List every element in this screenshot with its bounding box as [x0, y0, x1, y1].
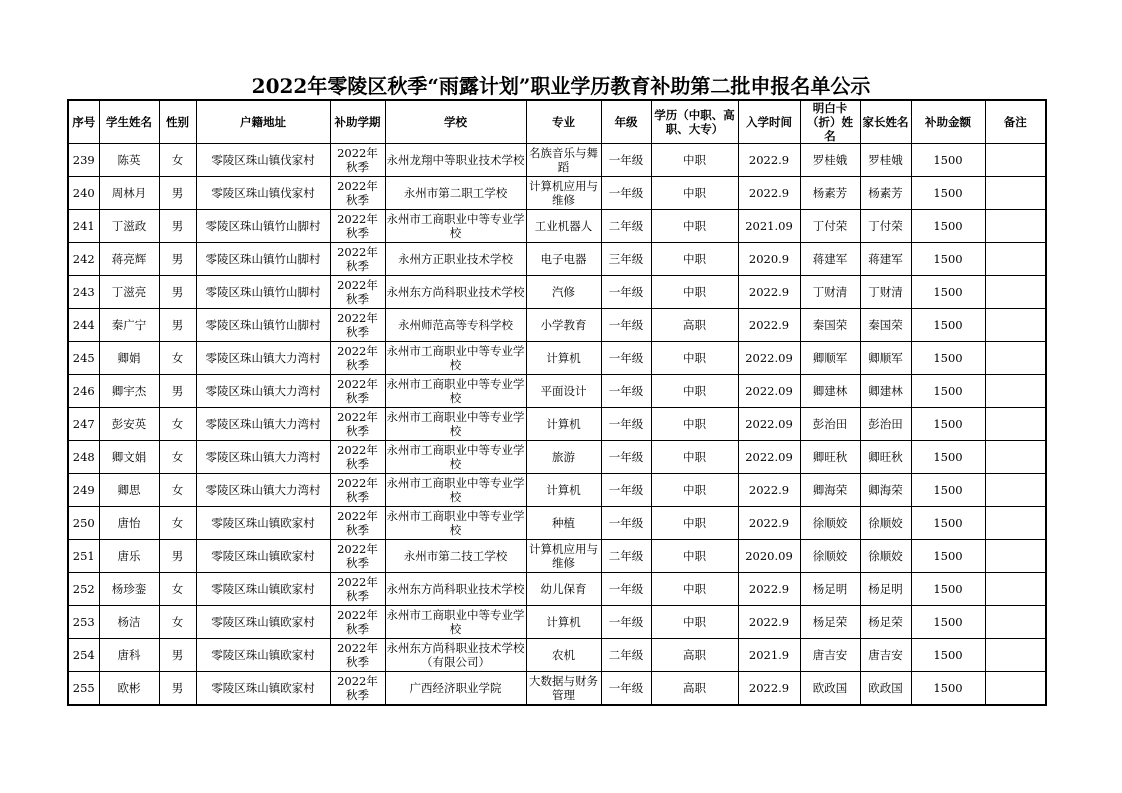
- cell-parent-name: 秦国荣: [860, 309, 911, 342]
- cell-address: 零陵区珠山镇竹山脚村: [196, 210, 330, 243]
- cell-amount: 1500: [911, 441, 985, 474]
- cell-card-name: 卿旺秋: [800, 441, 860, 474]
- cell-major: 名族音乐与舞蹈: [526, 144, 601, 177]
- table-row: [68, 177, 1046, 210]
- cell-enrollment-date: 2020.09: [738, 540, 800, 573]
- cell-index: 255: [68, 672, 99, 705]
- cell-index: 253: [68, 606, 99, 639]
- table-row: [68, 507, 1046, 540]
- cell-card-name: 卿海荣: [800, 474, 860, 507]
- cell-gender: 男: [159, 639, 196, 672]
- cell-term: 2022年秋季: [330, 606, 385, 639]
- cell-card-name: 卿顺军: [800, 342, 860, 375]
- cell-grade: 一年级: [601, 507, 651, 540]
- cell-school: 广西经济职业学院: [385, 672, 526, 705]
- cell-parent-name: 杨足明: [860, 573, 911, 606]
- cell-amount: 1500: [911, 672, 985, 705]
- cell-school: 永州东方尚科职业技术学校（有限公司）: [385, 639, 526, 672]
- header-major: 专业: [526, 100, 601, 144]
- cell-remarks: [985, 342, 1046, 375]
- cell-index: 250: [68, 507, 99, 540]
- cell-education-level: 高职: [651, 672, 738, 705]
- cell-address: 零陵区珠山镇伐家村: [196, 144, 330, 177]
- cell-gender: 女: [159, 441, 196, 474]
- cell-index: 242: [68, 243, 99, 276]
- cell-address: 零陵区珠山镇大力湾村: [196, 342, 330, 375]
- cell-address: 零陵区珠山镇欧家村: [196, 639, 330, 672]
- cell-amount: 1500: [911, 375, 985, 408]
- cell-amount: 1500: [911, 144, 985, 177]
- cell-enrollment-date: 2022.09: [738, 441, 800, 474]
- cell-major: 计算机应用与维修: [526, 540, 601, 573]
- cell-enrollment-date: 2021.09: [738, 210, 800, 243]
- cell-remarks: [985, 144, 1046, 177]
- cell-address: 零陵区珠山镇欧家村: [196, 540, 330, 573]
- cell-major: 计算机: [526, 606, 601, 639]
- cell-school: 永州龙翔中等职业技术学校: [385, 144, 526, 177]
- cell-parent-name: 徐顺姣: [860, 507, 911, 540]
- cell-grade: 二年级: [601, 639, 651, 672]
- cell-index: 240: [68, 177, 99, 210]
- cell-term: 2022年秋季: [330, 342, 385, 375]
- cell-enrollment-date: 2022.09: [738, 375, 800, 408]
- cell-gender: 男: [159, 243, 196, 276]
- cell-parent-name: 蒋建军: [860, 243, 911, 276]
- cell-student-name: 周林月: [99, 177, 159, 210]
- cell-card-name: 杨素芳: [800, 177, 860, 210]
- cell-grade: 一年级: [601, 573, 651, 606]
- cell-gender: 女: [159, 474, 196, 507]
- cell-address: 零陵区珠山镇欧家村: [196, 606, 330, 639]
- cell-address: 零陵区珠山镇竹山脚村: [196, 309, 330, 342]
- cell-major: 工业机器人: [526, 210, 601, 243]
- cell-gender: 女: [159, 606, 196, 639]
- cell-parent-name: 罗桂娥: [860, 144, 911, 177]
- cell-grade: 一年级: [601, 177, 651, 210]
- cell-enrollment-date: 2022.09: [738, 408, 800, 441]
- cell-index: 246: [68, 375, 99, 408]
- cell-gender: 女: [159, 144, 196, 177]
- cell-term: 2022年秋季: [330, 243, 385, 276]
- cell-remarks: [985, 672, 1046, 705]
- cell-term: 2022年秋季: [330, 375, 385, 408]
- cell-school: 永州市第二技工学校: [385, 540, 526, 573]
- cell-term: 2022年秋季: [330, 210, 385, 243]
- cell-term: 2022年秋季: [330, 474, 385, 507]
- cell-index: 251: [68, 540, 99, 573]
- cell-education-level: 中职: [651, 606, 738, 639]
- cell-amount: 1500: [911, 540, 985, 573]
- cell-gender: 男: [159, 177, 196, 210]
- cell-amount: 1500: [911, 276, 985, 309]
- cell-parent-name: 徐顺姣: [860, 540, 911, 573]
- cell-school: 永州东方尚科职业技术学校: [385, 573, 526, 606]
- cell-index: 239: [68, 144, 99, 177]
- cell-grade: 一年级: [601, 408, 651, 441]
- cell-school: 永州师范高等专科学校: [385, 309, 526, 342]
- cell-school: 永州市工商职业中等专业学校: [385, 408, 526, 441]
- cell-card-name: 罗桂娥: [800, 144, 860, 177]
- table-row: [68, 210, 1046, 243]
- cell-education-level: 中职: [651, 441, 738, 474]
- cell-address: 零陵区珠山镇欧家村: [196, 672, 330, 705]
- cell-index: 247: [68, 408, 99, 441]
- cell-student-name: 杨珍銮: [99, 573, 159, 606]
- cell-grade: 二年级: [601, 210, 651, 243]
- cell-remarks: [985, 243, 1046, 276]
- cell-gender: 男: [159, 276, 196, 309]
- cell-address: 零陵区珠山镇欧家村: [196, 507, 330, 540]
- cell-parent-name: 欧政国: [860, 672, 911, 705]
- header-term: 补助学期: [330, 100, 385, 144]
- header-student-name: 学生姓名: [99, 100, 159, 144]
- cell-education-level: 中职: [651, 375, 738, 408]
- cell-term: 2022年秋季: [330, 672, 385, 705]
- cell-amount: 1500: [911, 177, 985, 210]
- cell-parent-name: 杨素芳: [860, 177, 911, 210]
- cell-address: 零陵区珠山镇伐家村: [196, 177, 330, 210]
- cell-school: 永州市第二职工学校: [385, 177, 526, 210]
- cell-parent-name: 杨足荣: [860, 606, 911, 639]
- cell-major: 大数据与财务管理: [526, 672, 601, 705]
- cell-major: 种植: [526, 507, 601, 540]
- cell-student-name: 卿娟: [99, 342, 159, 375]
- cell-parent-name: 丁财清: [860, 276, 911, 309]
- cell-enrollment-date: 2022.9: [738, 177, 800, 210]
- cell-term: 2022年秋季: [330, 573, 385, 606]
- header-school: 学校: [385, 100, 526, 144]
- cell-parent-name: 卿顺军: [860, 342, 911, 375]
- cell-parent-name: 卿旺秋: [860, 441, 911, 474]
- cell-gender: 女: [159, 408, 196, 441]
- cell-education-level: 中职: [651, 474, 738, 507]
- table-row: [68, 408, 1046, 441]
- table-row: [68, 342, 1046, 375]
- cell-enrollment-date: 2022.9: [738, 276, 800, 309]
- cell-student-name: 唐怡: [99, 507, 159, 540]
- cell-enrollment-date: 2022.9: [738, 144, 800, 177]
- cell-remarks: [985, 177, 1046, 210]
- header-index: 序号: [68, 100, 99, 144]
- cell-grade: 一年级: [601, 375, 651, 408]
- cell-parent-name: 彭治田: [860, 408, 911, 441]
- cell-remarks: [985, 540, 1046, 573]
- cell-term: 2022年秋季: [330, 144, 385, 177]
- cell-major: 农机: [526, 639, 601, 672]
- cell-student-name: 杨洁: [99, 606, 159, 639]
- cell-remarks: [985, 309, 1046, 342]
- cell-term: 2022年秋季: [330, 408, 385, 441]
- cell-gender: 男: [159, 375, 196, 408]
- cell-education-level: 中职: [651, 342, 738, 375]
- cell-education-level: 中职: [651, 573, 738, 606]
- cell-grade: 一年级: [601, 342, 651, 375]
- cell-card-name: 徐顺姣: [800, 540, 860, 573]
- cell-amount: 1500: [911, 474, 985, 507]
- cell-amount: 1500: [911, 408, 985, 441]
- cell-grade: 一年级: [601, 474, 651, 507]
- cell-education-level: 中职: [651, 408, 738, 441]
- table-row: [68, 639, 1046, 672]
- cell-student-name: 欧彬: [99, 672, 159, 705]
- cell-term: 2022年秋季: [330, 540, 385, 573]
- cell-student-name: 唐科: [99, 639, 159, 672]
- cell-gender: 女: [159, 573, 196, 606]
- cell-index: 254: [68, 639, 99, 672]
- header-education-level: 学历（中职、高职、大专）: [651, 100, 738, 144]
- cell-student-name: 唐乐: [99, 540, 159, 573]
- cell-school: 永州市工商职业中等专业学校: [385, 210, 526, 243]
- cell-card-name: 杨足明: [800, 573, 860, 606]
- cell-enrollment-date: 2022.9: [738, 507, 800, 540]
- cell-school: 永州市工商职业中等专业学校: [385, 474, 526, 507]
- cell-card-name: 徐顺姣: [800, 507, 860, 540]
- cell-gender: 女: [159, 342, 196, 375]
- cell-remarks: [985, 210, 1046, 243]
- cell-grade: 一年级: [601, 606, 651, 639]
- cell-student-name: 卿文娟: [99, 441, 159, 474]
- cell-major: 小学教育: [526, 309, 601, 342]
- table-row: [68, 144, 1046, 177]
- cell-school: 永州市工商职业中等专业学校: [385, 441, 526, 474]
- cell-card-name: 丁财清: [800, 276, 860, 309]
- cell-gender: 女: [159, 507, 196, 540]
- cell-education-level: 中职: [651, 507, 738, 540]
- cell-education-level: 高职: [651, 639, 738, 672]
- table-row: [68, 606, 1046, 639]
- table-row: [68, 309, 1046, 342]
- cell-remarks: [985, 276, 1046, 309]
- cell-education-level: 中职: [651, 243, 738, 276]
- cell-major: 计算机: [526, 474, 601, 507]
- table-row: [68, 375, 1046, 408]
- header-card-name: 明白卡（折）姓名: [800, 100, 860, 144]
- cell-term: 2022年秋季: [330, 441, 385, 474]
- cell-grade: 二年级: [601, 540, 651, 573]
- cell-amount: 1500: [911, 342, 985, 375]
- cell-student-name: 丁滋政: [99, 210, 159, 243]
- cell-index: 248: [68, 441, 99, 474]
- cell-index: 244: [68, 309, 99, 342]
- cell-amount: 1500: [911, 507, 985, 540]
- cell-major: 旅游: [526, 441, 601, 474]
- cell-term: 2022年秋季: [330, 177, 385, 210]
- roster-table: [67, 99, 1047, 706]
- cell-remarks: [985, 408, 1046, 441]
- cell-enrollment-date: 2020.9: [738, 243, 800, 276]
- cell-term: 2022年秋季: [330, 639, 385, 672]
- cell-enrollment-date: 2021.9: [738, 639, 800, 672]
- cell-amount: 1500: [911, 606, 985, 639]
- cell-term: 2022年秋季: [330, 309, 385, 342]
- cell-education-level: 中职: [651, 276, 738, 309]
- cell-enrollment-date: 2022.9: [738, 309, 800, 342]
- cell-remarks: [985, 606, 1046, 639]
- cell-index: 249: [68, 474, 99, 507]
- header-grade: 年级: [601, 100, 651, 144]
- cell-major: 计算机应用与维修: [526, 177, 601, 210]
- cell-remarks: [985, 474, 1046, 507]
- cell-education-level: 中职: [651, 540, 738, 573]
- cell-major: 计算机: [526, 408, 601, 441]
- page-title: 2022年零陵区秋季“雨露计划”职业学历教育补助第二批申报名单公示: [251, 74, 871, 98]
- cell-address: 零陵区珠山镇竹山脚村: [196, 276, 330, 309]
- cell-gender: 男: [159, 540, 196, 573]
- cell-student-name: 丁滋亮: [99, 276, 159, 309]
- header-parent-name: 家长姓名: [860, 100, 911, 144]
- header-enrollment-date: 入学时间: [738, 100, 800, 144]
- table-row: [68, 672, 1046, 705]
- cell-school: 永州市工商职业中等专业学校: [385, 375, 526, 408]
- cell-school: 永州东方尚科职业技术学校: [385, 276, 526, 309]
- cell-enrollment-date: 2022.9: [738, 573, 800, 606]
- cell-school: 永州市工商职业中等专业学校: [385, 507, 526, 540]
- cell-index: 252: [68, 573, 99, 606]
- cell-parent-name: 卿海荣: [860, 474, 911, 507]
- cell-major: 计算机: [526, 342, 601, 375]
- cell-parent-name: 丁付荣: [860, 210, 911, 243]
- cell-card-name: 杨足荣: [800, 606, 860, 639]
- cell-education-level: 中职: [651, 177, 738, 210]
- cell-card-name: 蒋建军: [800, 243, 860, 276]
- cell-remarks: [985, 639, 1046, 672]
- cell-address: 零陵区珠山镇大力湾村: [196, 375, 330, 408]
- cell-address: 零陵区珠山镇大力湾村: [196, 474, 330, 507]
- table-row: [68, 441, 1046, 474]
- cell-major: 平面设计: [526, 375, 601, 408]
- cell-grade: 一年级: [601, 672, 651, 705]
- cell-gender: 男: [159, 210, 196, 243]
- cell-enrollment-date: 2022.9: [738, 672, 800, 705]
- cell-enrollment-date: 2022.09: [738, 342, 800, 375]
- cell-gender: 男: [159, 672, 196, 705]
- cell-card-name: 秦国荣: [800, 309, 860, 342]
- cell-amount: 1500: [911, 210, 985, 243]
- header-amount: 补助金额: [911, 100, 985, 144]
- cell-card-name: 彭治田: [800, 408, 860, 441]
- cell-index: 243: [68, 276, 99, 309]
- table-header-row: [68, 100, 1046, 144]
- cell-term: 2022年秋季: [330, 276, 385, 309]
- cell-enrollment-date: 2022.9: [738, 474, 800, 507]
- table-body: [68, 144, 1046, 705]
- cell-student-name: 蒋亮辉: [99, 243, 159, 276]
- cell-student-name: 陈英: [99, 144, 159, 177]
- cell-student-name: 秦广宁: [99, 309, 159, 342]
- cell-card-name: 卿建林: [800, 375, 860, 408]
- cell-student-name: 彭安英: [99, 408, 159, 441]
- cell-index: 241: [68, 210, 99, 243]
- table-row: [68, 276, 1046, 309]
- table-row: [68, 540, 1046, 573]
- cell-amount: 1500: [911, 309, 985, 342]
- cell-grade: 一年级: [601, 144, 651, 177]
- cell-address: 零陵区珠山镇欧家村: [196, 573, 330, 606]
- cell-student-name: 卿思: [99, 474, 159, 507]
- cell-grade: 一年级: [601, 441, 651, 474]
- cell-school: 永州市工商职业中等专业学校: [385, 606, 526, 639]
- cell-card-name: 唐吉安: [800, 639, 860, 672]
- cell-card-name: 欧政国: [800, 672, 860, 705]
- cell-address: 零陵区珠山镇竹山脚村: [196, 243, 330, 276]
- cell-school: 永州方正职业技术学校: [385, 243, 526, 276]
- cell-enrollment-date: 2022.9: [738, 606, 800, 639]
- cell-student-name: 卿宇杰: [99, 375, 159, 408]
- header-address: 户籍地址: [196, 100, 330, 144]
- header-gender: 性别: [159, 100, 196, 144]
- cell-amount: 1500: [911, 243, 985, 276]
- table-row: [68, 243, 1046, 276]
- cell-parent-name: 唐吉安: [860, 639, 911, 672]
- cell-parent-name: 卿建林: [860, 375, 911, 408]
- cell-major: 电子电器: [526, 243, 601, 276]
- header-remarks: 备注: [985, 100, 1046, 144]
- cell-grade: 三年级: [601, 243, 651, 276]
- cell-education-level: 高职: [651, 309, 738, 342]
- table-row: [68, 573, 1046, 606]
- cell-remarks: [985, 507, 1046, 540]
- cell-major: 汽修: [526, 276, 601, 309]
- cell-education-level: 中职: [651, 144, 738, 177]
- cell-remarks: [985, 375, 1046, 408]
- cell-term: 2022年秋季: [330, 507, 385, 540]
- cell-amount: 1500: [911, 573, 985, 606]
- cell-card-name: 丁付荣: [800, 210, 860, 243]
- cell-address: 零陵区珠山镇大力湾村: [196, 441, 330, 474]
- cell-school: 永州市工商职业中等专业学校: [385, 342, 526, 375]
- cell-gender: 男: [159, 309, 196, 342]
- cell-remarks: [985, 573, 1046, 606]
- cell-remarks: [985, 441, 1046, 474]
- cell-education-level: 中职: [651, 210, 738, 243]
- table-row: [68, 474, 1046, 507]
- cell-amount: 1500: [911, 639, 985, 672]
- cell-address: 零陵区珠山镇大力湾村: [196, 408, 330, 441]
- cell-major: 幼儿保育: [526, 573, 601, 606]
- cell-grade: 一年级: [601, 276, 651, 309]
- cell-grade: 一年级: [601, 309, 651, 342]
- cell-index: 245: [68, 342, 99, 375]
